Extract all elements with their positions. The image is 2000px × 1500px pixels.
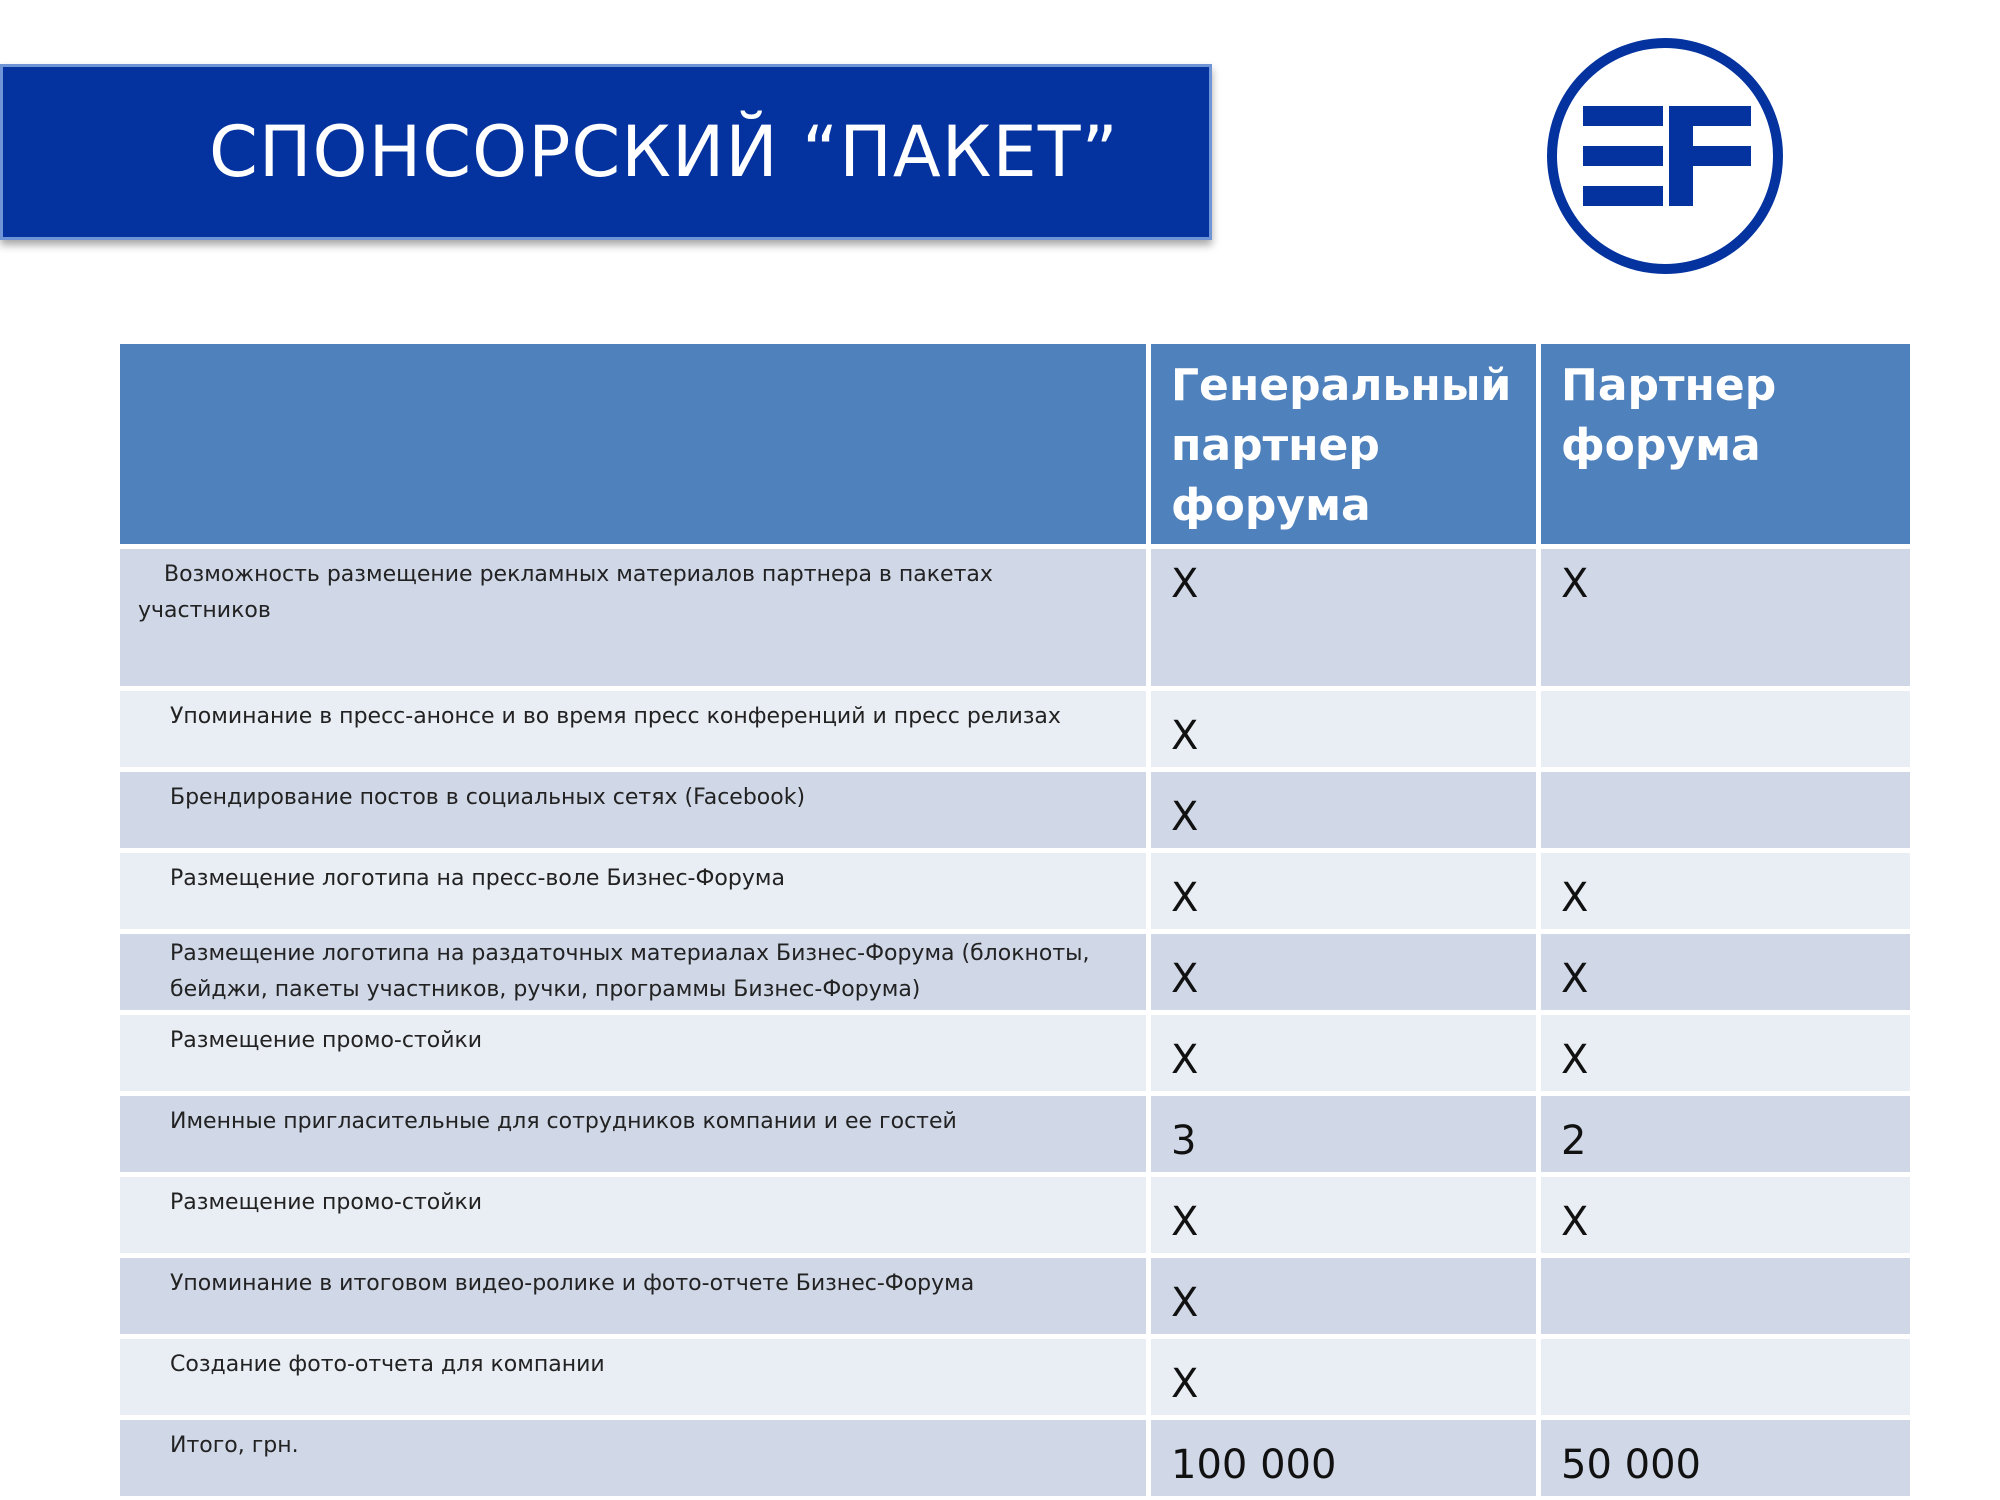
table-row [120,853,1910,929]
feature-cell: Размещение промо-стойки [120,1177,1146,1253]
feature-cell: Упоминание в пресс-анонсе и во время пресс конференций и пресс релизах [120,691,1146,767]
partner-cell: 2 [1541,1096,1910,1172]
partner-price-cell: 50 000 [1541,1420,1910,1496]
partner-cell [1541,1258,1910,1334]
general-partner-cell: X [1151,691,1536,767]
general-partner-cell: X [1151,853,1536,929]
feature-cell: Брендирование постов в социальных сетях (Facebook) [120,772,1146,848]
general-partner-cell: X [1151,549,1536,686]
table-row [120,1177,1910,1253]
table-row-total [120,1420,1910,1496]
table-row [120,1015,1910,1091]
table-row [120,772,1910,848]
partner-cell [1541,772,1910,848]
partner-cell [1541,1339,1910,1415]
table-row [120,691,1910,767]
sponsor-package-table [115,339,1915,1500]
table-row [120,1339,1910,1415]
general-partner-cell: X [1151,1339,1536,1415]
feature-cell: Упоминание в итоговом видео-ролике и фото-отчете Бизнес-Форума [120,1258,1146,1334]
table-row [120,1096,1910,1172]
partner-cell: X [1541,853,1910,929]
feature-cell: Возможность размещение рекламных материалов партнера в пакетах участников [120,549,1146,686]
column-header-general-partner: Генеральный партнер форума [1151,344,1536,544]
feature-cell: Создание фото-отчета для компании [120,1339,1146,1415]
feature-cell: Именные пригласительные для сотрудников компании и ее гостей [120,1096,1146,1172]
partner-cell: X [1541,1177,1910,1253]
title-banner [0,64,1212,240]
total-label-cell: Итого, грн. [120,1420,1146,1496]
general-partner-cell: X [1151,934,1536,1010]
partner-cell: X [1541,934,1910,1010]
column-header-partner: Партнер форума [1541,344,1910,544]
table-row [120,1258,1910,1334]
partner-cell: X [1541,1015,1910,1091]
general-partner-cell: X [1151,1177,1536,1253]
general-partner-cell: 3 [1151,1096,1536,1172]
feature-cell: Размещение логотипа на раздаточных материалах Бизнес-Форума (блокноты, бейджи, пакеты участников, ручки, программы Бизнес-Форума) [120,934,1146,1010]
feature-cell: Размещение логотипа на пресс-воле Бизнес-Форума [120,853,1146,929]
general-partner-price-cell: 100 000 [1151,1420,1536,1496]
general-partner-cell: X [1151,772,1536,848]
general-partner-cell: X [1151,1015,1536,1091]
ef-logo-icon [1545,36,1785,276]
table-row [120,934,1910,1010]
partner-cell: X [1541,549,1910,686]
partner-cell [1541,691,1910,767]
page-title: СПОНСОРСКИЙ “ПАКЕТ” [209,111,1119,193]
feature-cell: Размещение промо-стойки [120,1015,1146,1091]
column-header-feature [120,344,1146,544]
table-row [120,549,1910,686]
table-header-row [120,344,1910,544]
general-partner-cell: X [1151,1258,1536,1334]
